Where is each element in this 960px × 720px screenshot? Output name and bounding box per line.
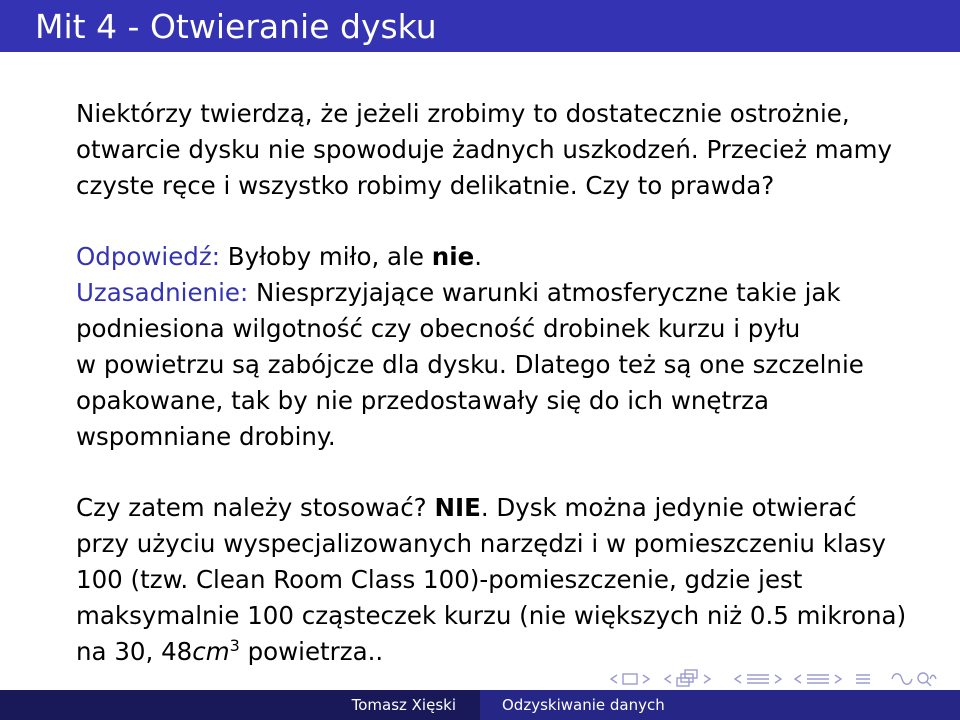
nav-prev-frame-icon[interactable] (611, 675, 617, 683)
text-line: Niektórzy twierdzą, że jeżeli zrobimy to dostatecznie ostrożnie, (76, 99, 850, 128)
question-start: Czy zatem należy stosować? (76, 493, 435, 522)
text-line: maksymalnie 100 cząsteczek kurzu (nie większych niż 0.5 mikrona) (76, 601, 907, 630)
nav-section-bars (747, 675, 769, 683)
nav-next-subsection-icon[interactable] (704, 675, 710, 683)
nav-subsection-group[interactable] (662, 668, 724, 690)
justification-label: Uzasadnienie: (76, 278, 249, 307)
footer-title-box (480, 690, 960, 720)
answer-end: . (474, 242, 483, 271)
title-bar (0, 0, 960, 52)
text-line: 100 (tzw. Clean Room Class 100)-pomieszczenie, gdzie jest (76, 565, 803, 594)
nav-frame-group[interactable] (608, 668, 654, 690)
text-line: otwarcie dysku nie spowoduje żadnych uszkodzeń. Przecież mamy (76, 135, 893, 164)
nav-frame-box (623, 674, 637, 684)
footer-bar (0, 690, 960, 720)
answer-line (76, 239, 936, 275)
text-line: w powietrzu są zabójcze dla dysku. Dlatego też są one szczelnie (76, 350, 864, 379)
answer-bold: nie (431, 242, 475, 271)
intro-paragraph (76, 96, 936, 204)
text-line: wspomniane drobiny. (76, 422, 336, 451)
text-line: opakowane, tak by nie przedostawały się do ich wnętrza (76, 386, 770, 415)
paragraph-gap (76, 204, 936, 239)
nav-prev-presentation-icon[interactable] (795, 675, 801, 683)
footer-author: Tomasz Xięski (351, 696, 456, 714)
answer-label: Odpowiedź: (76, 242, 220, 271)
paragraph-gap (76, 455, 936, 490)
nav-next-presentation-icon[interactable] (835, 675, 841, 683)
conclusion-paragraph (76, 490, 936, 670)
question-rest: . Dysk można jedynie otwierać (480, 493, 857, 522)
nav-presentation-group[interactable] (792, 668, 846, 690)
nav-next-section-icon[interactable] (775, 675, 781, 683)
nav-prev-section-icon[interactable] (735, 675, 741, 683)
nav-search-icon[interactable] (890, 668, 938, 690)
nav-align-icon[interactable] (854, 668, 872, 690)
footer-author-box (0, 690, 480, 720)
beamer-navigation (608, 668, 938, 690)
unit-exponent: 3 (229, 635, 240, 655)
nav-presentation-bars (807, 675, 829, 683)
nav-section-group[interactable] (732, 668, 786, 690)
text-line: podniesiona wilgotność czy obecność drobinek kurzu i pyłu (76, 314, 801, 343)
nav-next-frame-icon[interactable] (643, 675, 649, 683)
justification-line (76, 275, 936, 311)
answer-text: Byłoby miło, ale (219, 242, 432, 271)
last-line-start: na 30, 48 (76, 637, 193, 666)
question-line (76, 490, 936, 526)
slide-title: Mit 4 - Otwieranie dysku (35, 7, 437, 46)
slide-body (76, 96, 936, 670)
text-line: przy użyciu wyspecjalizowanych narzędzi i w pomieszczeniu klasy (76, 529, 887, 558)
last-line (76, 634, 936, 670)
footer-title: Odzyskiwanie danych (502, 696, 665, 714)
unit-cm: cm (192, 637, 230, 666)
answer-paragraph (76, 239, 936, 455)
text-line: czyste ręce i wszystko robimy delikatnie. Czy to prawda? (76, 171, 775, 200)
last-line-end: powietrza.. (239, 637, 384, 666)
question-bold: NIE (434, 493, 481, 522)
justification-first: Niesprzyjające warunki atmosferyczne takie jak (248, 278, 841, 307)
nav-prev-subsection-icon[interactable] (665, 675, 671, 683)
